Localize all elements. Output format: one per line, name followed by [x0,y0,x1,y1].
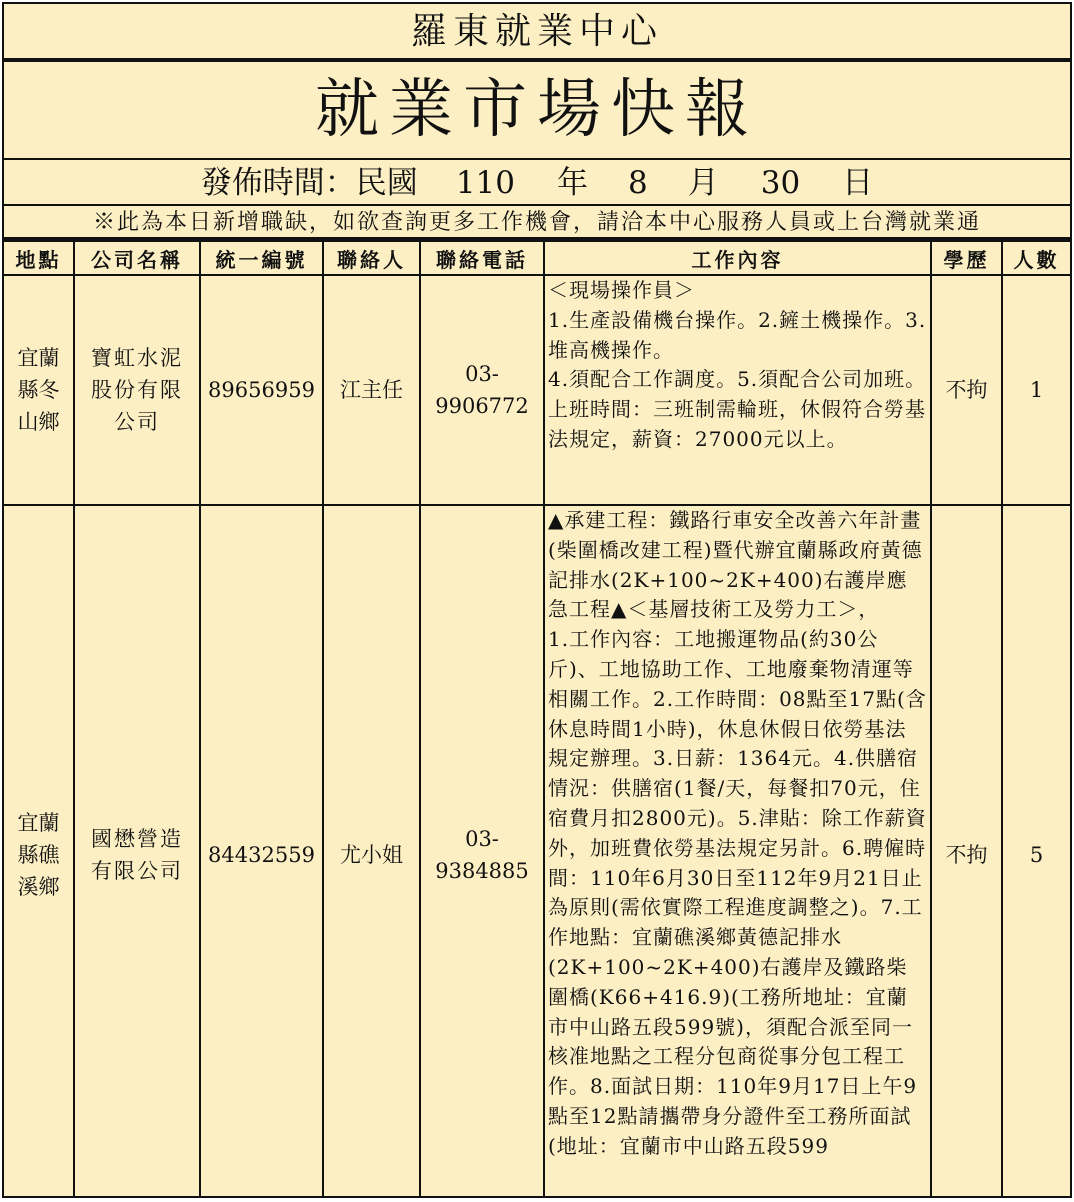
phone-cell: 03-9906772 [420,275,544,505]
publish-month-unit: 月 [687,165,719,201]
count-cell: 1 [1002,275,1070,505]
column-header: 聯絡人 [323,241,420,275]
publish-label: 發佈時間：民國 [200,165,418,201]
publish-year-unit: 年 [556,165,588,201]
publish-day-unit: 日 [842,165,874,201]
tax-id-cell: 84432559 [200,505,323,1198]
company-cell: 國懋營造有限公司 [74,505,200,1198]
notice-text: ※此為本日新增職缺，如欲查詢更多工作機會，請洽本中心服務人員或上台灣就業通 [4,206,1070,240]
column-header: 統一編號 [200,241,323,275]
education-cell: 不拘 [931,275,1002,505]
column-header: 人數 [1002,241,1070,275]
tax-id-cell: 89656959 [200,275,323,505]
table-row [4,505,1070,1198]
column-header: 學歷 [931,241,1002,275]
column-header: 地點 [4,241,74,275]
company-cell: 寶虹水泥股份有限公司 [74,275,200,505]
column-header: 工作內容 [544,241,931,275]
column-header: 聯絡電話 [420,241,544,275]
table-header-row [4,241,1070,275]
publish-day: 30 [760,165,801,201]
job-table [4,240,1070,1198]
table-row [4,275,1070,505]
contact-cell: 尤小姐 [323,505,420,1198]
page-title: 就業市場快報 [4,62,1070,160]
location-cell: 宜蘭縣礁溪鄉 [4,505,74,1198]
location-cell: 宜蘭縣冬山鄉 [4,275,74,505]
count-cell: 5 [1002,505,1070,1198]
publish-date [4,160,1070,206]
description-cell [544,505,931,1198]
column-header: 公司名稱 [74,241,200,275]
job-bulletin-sheet [2,2,1072,1198]
description-text: ＜現場操作員＞ 1.生產設備機台操作。2.鏟土機操作。3.堆高機操作。 4.須配合工作調度。5.須配合公司加班。上班時間：三班制需輪班，休假符合勞基法規定，薪資：27000元以上。 [548,278,927,451]
phone-cell: 03-9384885 [420,505,544,1198]
description-text: ▲承建工程：鐵路行車安全改善六年計畫(柴圍橋改建工程)暨代辦宜蘭縣政府黃德記排水(2K+100~2K+400)右護岸應急工程▲＜基層技術工及勞力工＞， 1.工作內容：工地搬運物品(約30公斤)、工地協助工作、工地廢棄物清運等相關工作。2.工作時間：08點至17點(含休息時間1小時)，休息休假日依勞基法規定辦理。3.日薪：1364元。4.供膳宿情況：供膳宿(1餐/天，每餐扣70元，住宿費月扣2800元)。5.津貼：除工作薪資外，加班費依勞基法規定另計。6.聘僱時間：110年6月30日至112年9月21日止為原則(需依實際工程進度調整之)。7.工作地點：宜蘭礁溪鄉黃德記排水(2K+100~2K+400)右護岸及鐵路柴圍橋(K66+416.9)(工務所地址：宜蘭市中山路五段599號)，須配合派至同一核准地點之工程分包商從事分包工程工作。8.面試日期：110年9月17日上午9點至12點請攜帶身分證件至工務所面試(地址：宜蘭市中山路五段599 [548,508,927,1158]
description-cell [544,275,931,505]
publish-month: 8 [627,165,648,201]
center-name: 羅東就業中心 [4,4,1070,62]
education-cell: 不拘 [931,505,1002,1198]
publish-year: 110 [455,165,515,201]
contact-cell: 江主任 [323,275,420,505]
